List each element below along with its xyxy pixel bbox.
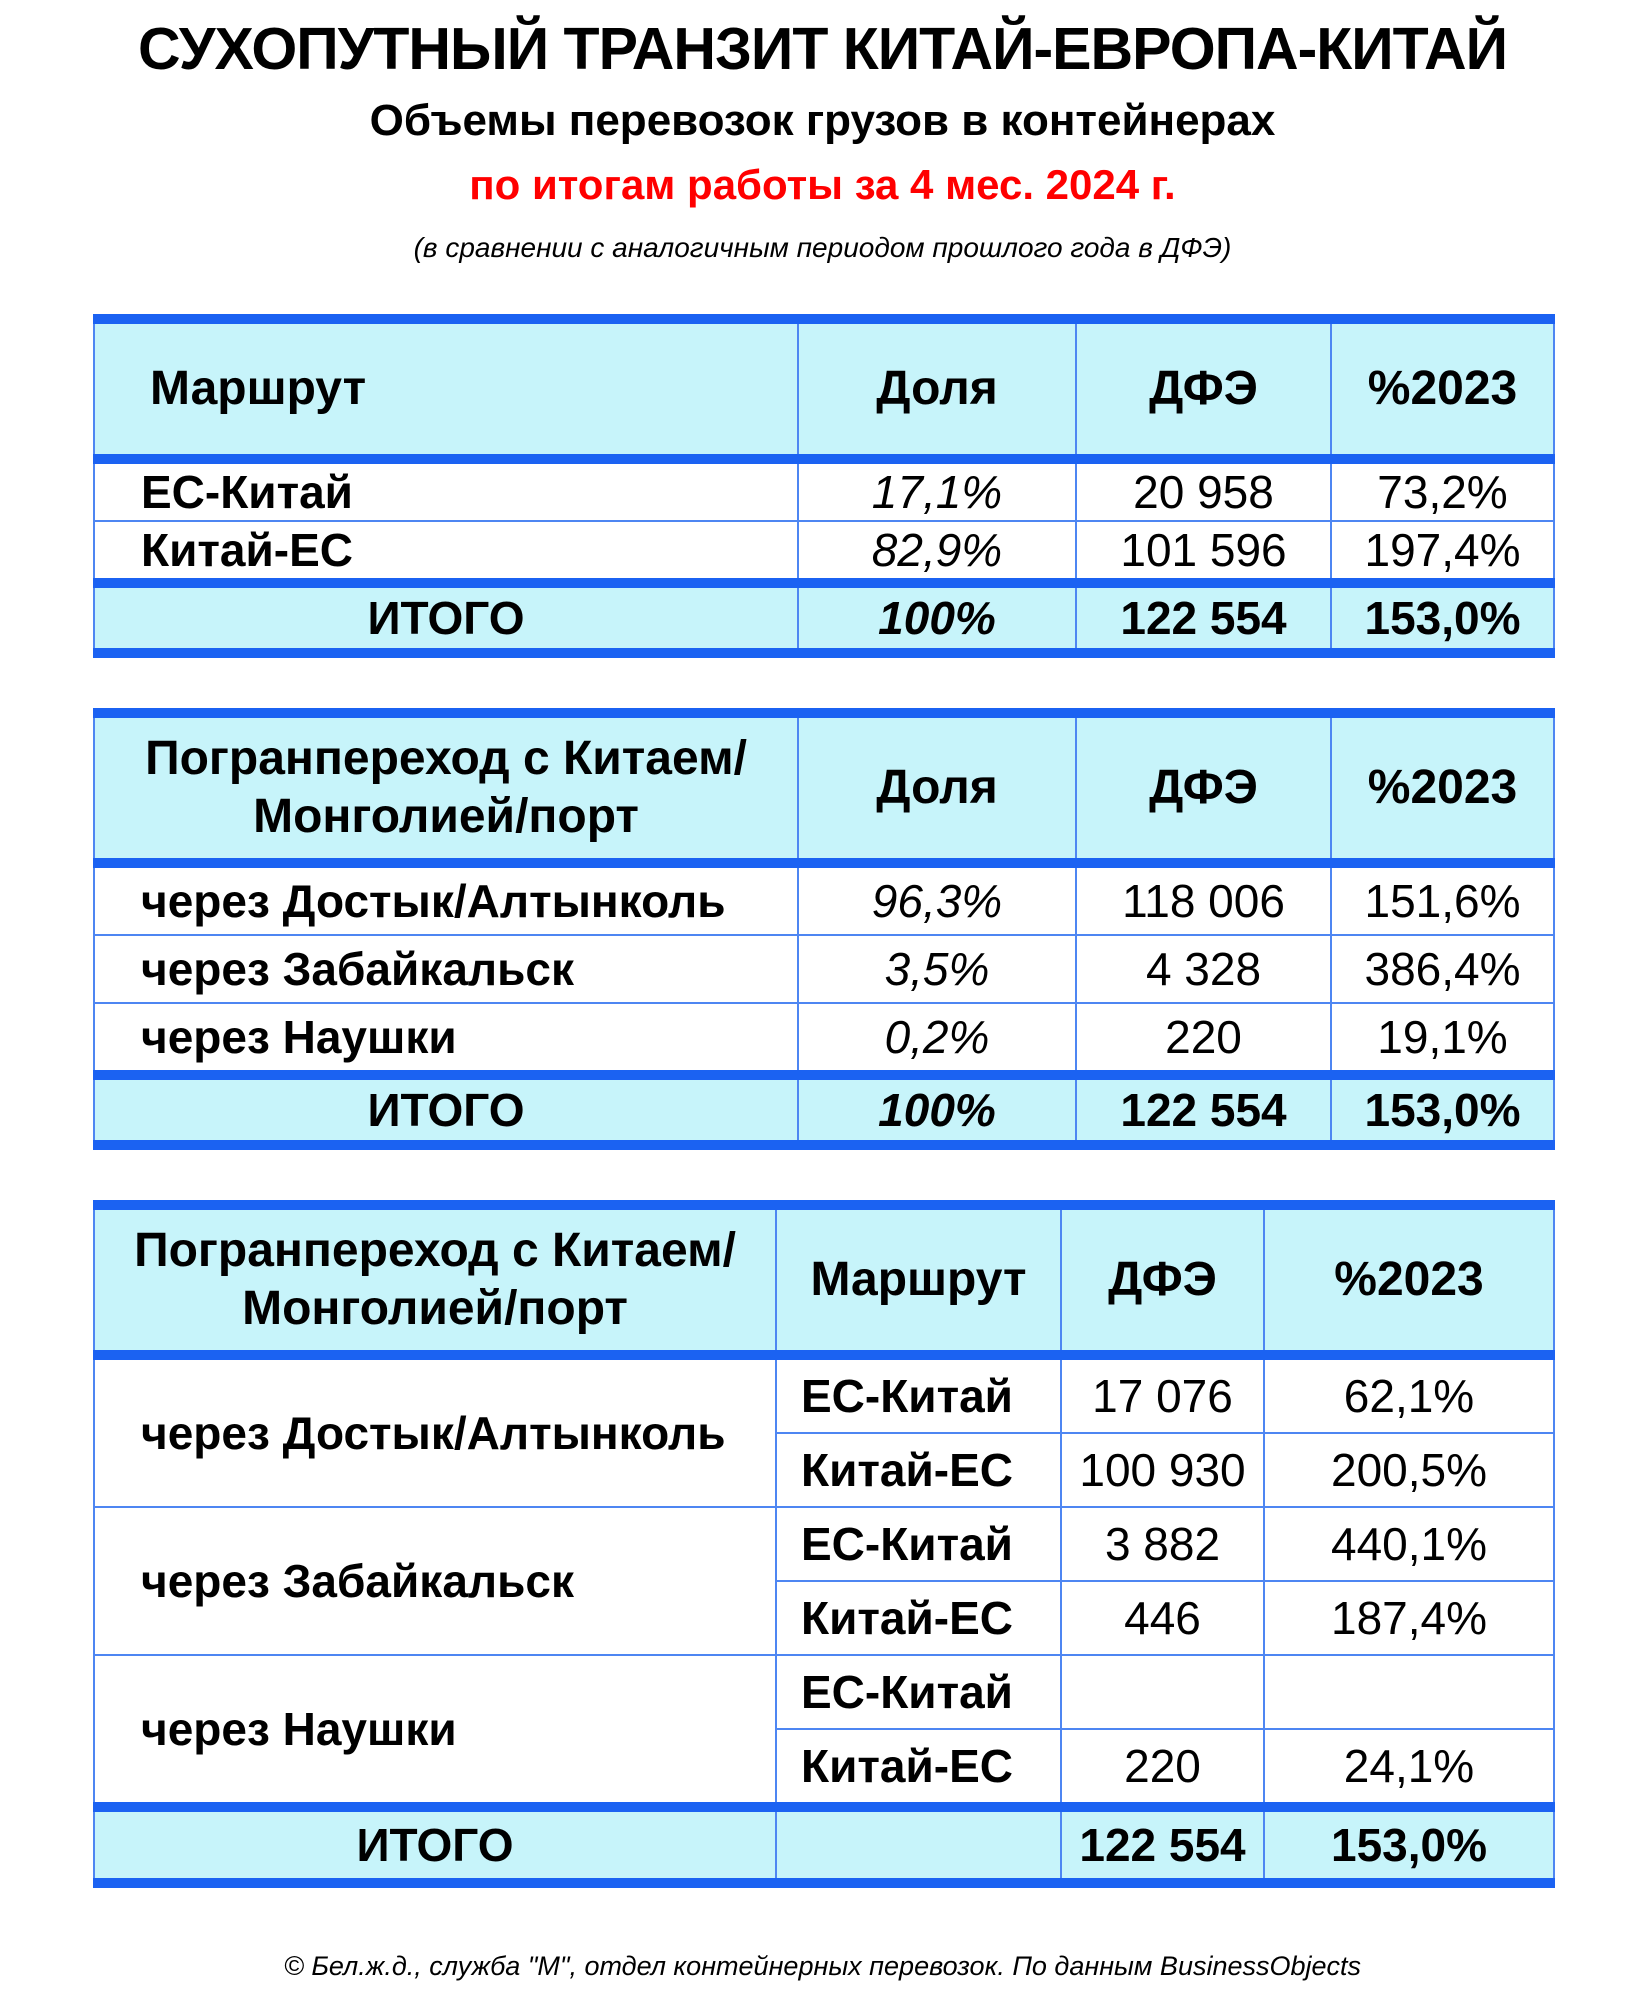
col-header-teu: ДФЭ — [1076, 319, 1331, 459]
page-title: СУХОПУТНЫЙ ТРАНЗИТ КИТАЙ-ЕВРОПА-КИТАЙ — [137, 16, 1508, 82]
col-header-route: Маршрут — [776, 1205, 1061, 1355]
col-header-share: Доля — [798, 713, 1076, 863]
teu-value: 20 958 — [1076, 459, 1331, 521]
col-header-teu: ДФЭ — [1061, 1205, 1264, 1355]
teu-value: 101 596 — [1076, 521, 1331, 583]
crossing-label: через Забайкальск — [94, 1507, 776, 1655]
route-label: Китай-ЕС — [776, 1729, 1061, 1807]
teu-value: 100 930 — [1061, 1433, 1264, 1507]
col-header-route: Маршрут — [94, 319, 798, 459]
total-share: 100% — [798, 1075, 1076, 1145]
total-share: 100% — [798, 583, 1076, 653]
crossings-by-route-table — [93, 1200, 1555, 1888]
routes-header-row — [94, 319, 1554, 459]
teu-value: 17 076 — [1061, 1355, 1264, 1433]
pct2023-value — [1264, 1655, 1554, 1729]
share-value: 82,9% — [798, 521, 1076, 583]
total-row — [94, 1807, 1554, 1883]
crossing-label: через Забайкальск — [94, 935, 798, 1003]
table-row — [94, 1003, 1554, 1075]
total-label: ИТОГО — [94, 583, 798, 653]
teu-value: 446 — [1061, 1581, 1264, 1655]
total-label: ИТОГО — [94, 1807, 776, 1883]
table-row — [94, 521, 1554, 583]
total-teu: 122 554 — [1076, 583, 1331, 653]
report-period: по итогам работы за 4 мес. 2024 г. — [469, 161, 1176, 208]
total-row — [94, 1075, 1554, 1145]
comparison-note: (в сравнении с аналогичным периодом прошлого года в ДФЭ) — [413, 232, 1232, 263]
group-row — [94, 1507, 1554, 1581]
total-label: ИТОГО — [94, 1075, 798, 1145]
crossings-by-route-header-row — [94, 1205, 1554, 1355]
table-row — [94, 459, 1554, 521]
crossing-label: через Достык/Алтынколь — [94, 863, 798, 935]
share-value: 17,1% — [798, 459, 1076, 521]
pct2023-value: 62,1% — [1264, 1355, 1554, 1433]
route-label: ЕС-Китай — [94, 459, 798, 521]
crossing-label: через Наушки — [94, 1003, 798, 1075]
total-pct2023: 153,0% — [1331, 1075, 1554, 1145]
col-header-pct2023: %2023 — [1331, 713, 1554, 863]
pct2023-value: 200,5% — [1264, 1433, 1554, 1507]
pct2023-value: 386,4% — [1331, 935, 1554, 1003]
route-label: Китай-ЕС — [94, 521, 798, 583]
footer-credit: © Бел.ж.д., служба "М", отдел контейнерных перевозок. По данным BusinessObjects — [283, 1951, 1362, 1981]
teu-value: 4 328 — [1076, 935, 1331, 1003]
pct2023-value: 440,1% — [1264, 1507, 1554, 1581]
pct2023-value: 24,1% — [1264, 1729, 1554, 1807]
total-route — [776, 1807, 1061, 1883]
route-label: Китай-ЕС — [776, 1581, 1061, 1655]
crossing-label: через Достык/Алтынколь — [94, 1355, 776, 1507]
routes-table — [93, 314, 1555, 658]
route-label: ЕС-Китай — [776, 1655, 1061, 1729]
pct2023-value: 73,2% — [1331, 459, 1554, 521]
col-header-crossing: Погранпереход с Китаем/Монголией/порт — [94, 713, 798, 863]
crossings-header-row — [94, 713, 1554, 863]
route-label: ЕС-Китай — [776, 1507, 1061, 1581]
total-row — [94, 583, 1554, 653]
pct2023-value: 197,4% — [1331, 521, 1554, 583]
col-header-teu: ДФЭ — [1076, 713, 1331, 863]
teu-value: 3 882 — [1061, 1507, 1264, 1581]
share-value: 3,5% — [798, 935, 1076, 1003]
crossing-label: через Наушки — [94, 1655, 776, 1807]
teu-value: 220 — [1076, 1003, 1331, 1075]
total-teu: 122 554 — [1061, 1807, 1264, 1883]
total-pct2023: 153,0% — [1331, 583, 1554, 653]
route-label: Китай-ЕС — [776, 1433, 1061, 1507]
table-row — [94, 935, 1554, 1003]
border-crossings-table — [93, 708, 1555, 1150]
col-header-pct2023: %2023 — [1331, 319, 1554, 459]
pct2023-value: 151,6% — [1331, 863, 1554, 935]
pct2023-value: 187,4% — [1264, 1581, 1554, 1655]
table-row — [94, 863, 1554, 935]
pct2023-value: 19,1% — [1331, 1003, 1554, 1075]
teu-value — [1061, 1655, 1264, 1729]
col-header-crossing: Погранпереход с Китаем/Монголией/порт — [94, 1205, 776, 1355]
share-value: 0,2% — [798, 1003, 1076, 1075]
group-row — [94, 1355, 1554, 1433]
teu-value: 118 006 — [1076, 863, 1331, 935]
total-teu: 122 554 — [1076, 1075, 1331, 1145]
col-header-share: Доля — [798, 319, 1076, 459]
group-row — [94, 1655, 1554, 1729]
col-header-pct2023: %2023 — [1264, 1205, 1554, 1355]
share-value: 96,3% — [798, 863, 1076, 935]
total-pct2023: 153,0% — [1264, 1807, 1554, 1883]
teu-value: 220 — [1061, 1729, 1264, 1807]
page-subtitle: Объемы перевозок грузов в контейнерах — [369, 96, 1276, 145]
route-label: ЕС-Китай — [776, 1355, 1061, 1433]
